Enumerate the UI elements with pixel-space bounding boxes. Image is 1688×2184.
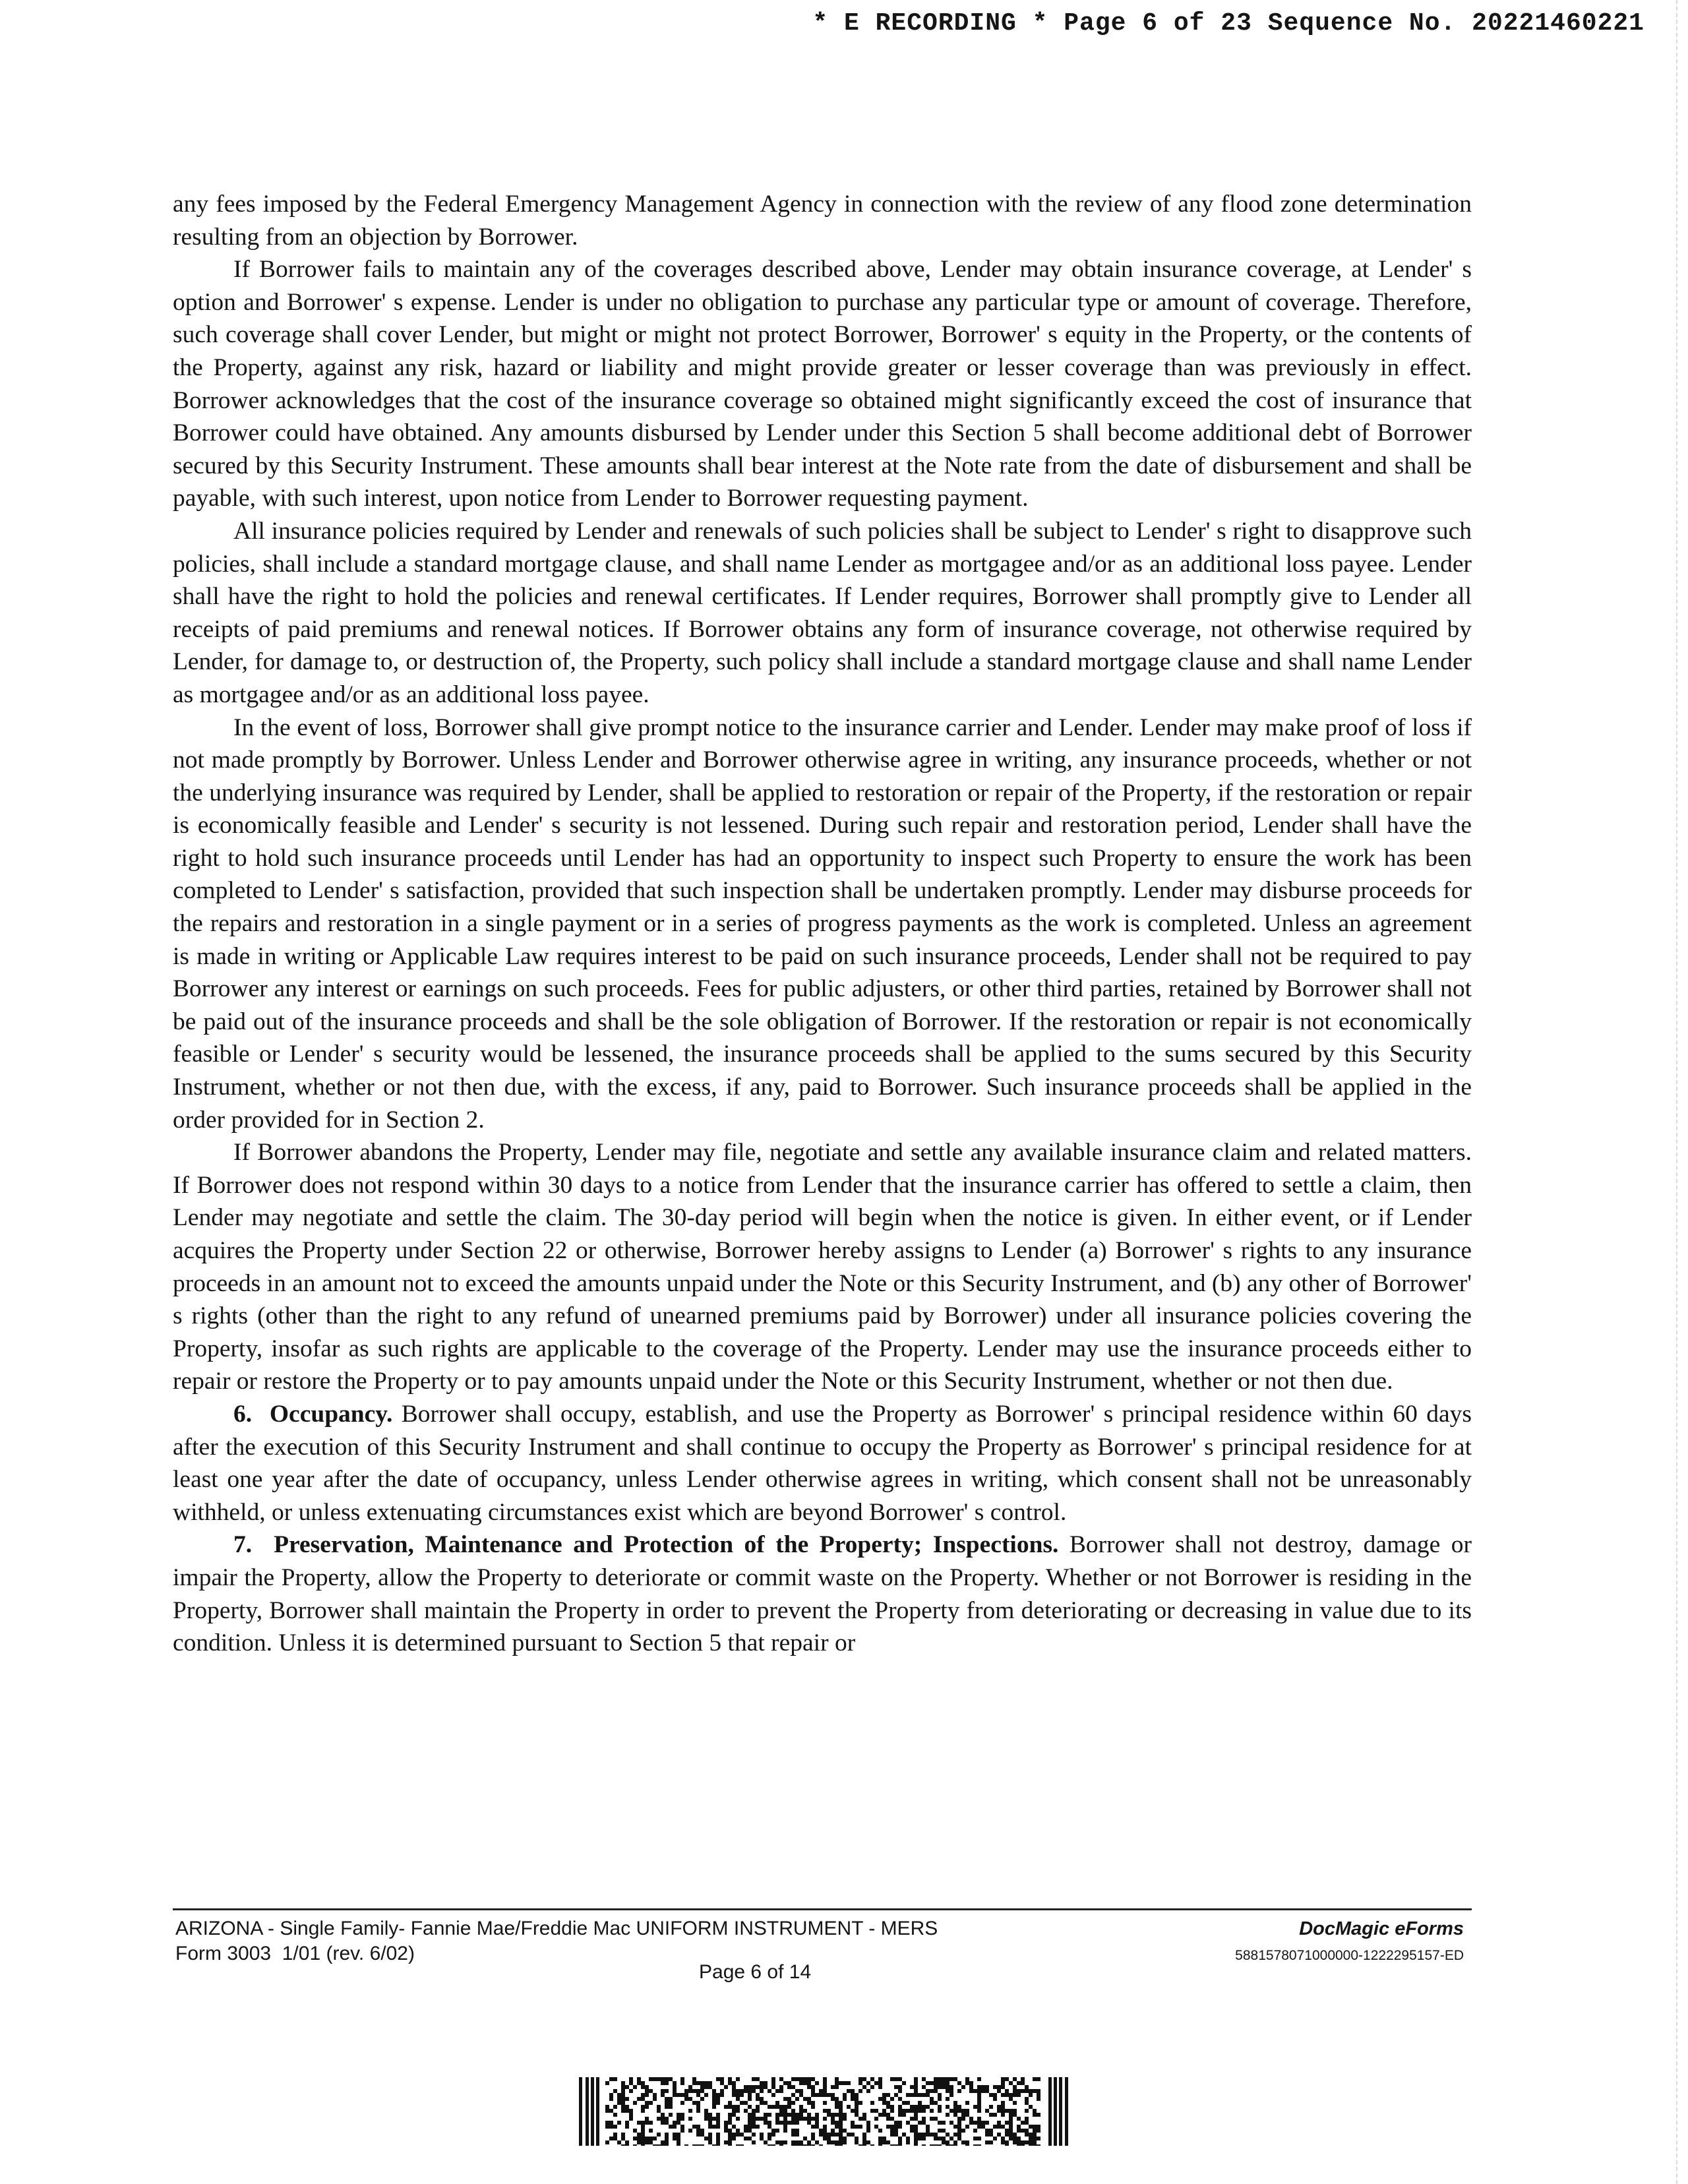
- document-body: [173, 188, 1472, 1660]
- section-6-occupancy: [173, 1398, 1472, 1529]
- section-6-number: 6.: [233, 1400, 253, 1428]
- section-7-text: Borrower shall not destroy, damage or impair the Property, allow the Property to deteriorate or commit waste on the Property. Whether or not Borrower is residing in the Property, Borrower shall maintain the Property in order to prevent the Property from deteriorating or decreasing in value due to its condition. Unless it is determined pursuant to Section 5 that repair or: [173, 1531, 1472, 1657]
- page-edge: [1676, 0, 1688, 2184]
- document-id: 5881578071000000-1222295157-ED: [1235, 1948, 1464, 1963]
- section-7-number: 7.: [233, 1531, 253, 1559]
- recording-header: * E RECORDING * Page 6 of 23 Sequence No. 20221460221: [812, 9, 1644, 38]
- section-7-heading: Preservation, Maintenance and Protection of the Property; Inspections.: [274, 1531, 1059, 1559]
- section-6-text: Borrower shall occupy, establish, and use the Property as Borrower' s principal residence within 60 days after the execution of this Security Instrument and shall continue to occupy the Property as Borrower' s principal residence for at least one year after the date of occupancy, unless Lender otherwise agrees in writing, which consent shall not be unreasonably withheld, or unless extenuating circumstances exist which are beyond Borrower' s control.: [173, 1400, 1472, 1526]
- footer-page-number: Page 6 of 14: [699, 1961, 812, 1983]
- section-7-preservation: [173, 1529, 1472, 1659]
- barcode: [579, 2077, 1070, 2146]
- footer-form-title: ARIZONA - Single Family- Fannie Mae/Freddie Mac UNIFORM INSTRUMENT - MERS: [175, 1918, 938, 1939]
- section-6-heading: Occupancy.: [269, 1400, 393, 1428]
- paragraph-flood-fees: any fees imposed by the Federal Emergency Management Agency in connection with the review of any flood zone determination resulting from an objection by Borrower.: [173, 191, 1472, 251]
- footer-divider: [173, 1908, 1472, 1910]
- paragraph-lender-coverage: If Borrower fails to maintain any of the coverages described above, Lender may obtain insurance coverage, at Lender' s option and Borrower' s expense. Lender is under no obligation to purchase any particular type or amount of coverage. Therefore, such coverage shall cover Lender, but might or might not protect Borrower, Borrower' s equity in the Property, or the contents of the Property, against any risk, hazard or liability and might provide greater or lesser coverage than was previously in effect. Borrower acknowledges that the cost of the insurance coverage so obtained might significantly exceed the cost of insurance that Borrower could have obtained. Any amounts disbursed by Lender under this Section 5 shall become additional debt of Borrower secured by this Security Instrument. These amounts shall bear interest at the Note rate from the date of disbursement and shall be payable, with such interest, upon notice from Lender to Borrower requesting payment.: [173, 256, 1472, 512]
- paragraph-abandonment: If Borrower abandons the Property, Lender may file, negotiate and settle any available insurance claim and related matters. If Borrower does not respond within 30 days to a notice from Lender that the insurance carrier has offered to settle a claim, then Lender may negotiate and settle the claim. The 30-day period will begin when the notice is given. In either event, or if Lender acquires the Property under Section 22 or otherwise, Borrower hereby assigns to Lender (a) Borrower' s rights to any insurance proceeds in an amount not to exceed the amounts unpaid under the Note or this Security Instrument, and (b) any other of Borrower' s rights (other than the right to any refund of unearned premiums paid by Borrower) under all insurance policies covering the Property, insofar as such rights are applicable to the coverage of the Property. Lender may use the insurance proceeds either to repair or restore the Property or to pay amounts unpaid under the Note or this Security Instrument, whether or not then due.: [173, 1139, 1472, 1395]
- footer-brand-block: [1235, 1916, 1464, 1968]
- footer-form-info: [175, 1916, 938, 1966]
- docmagic-logo: DocMagic eForms: [1299, 1918, 1464, 1939]
- footer-form-number: Form 3003 1/01 (rev. 6/02): [175, 1943, 415, 1964]
- barcode-graphic: [579, 2077, 1070, 2146]
- paragraph-insurance-policies: All insurance policies required by Lender and renewals of such policies shall be subject to Lender' s right to disapprove such policies, shall include a standard mortgage clause, and shall name Lender as mortgagee and/or as an additional loss payee. Lender shall have the right to hold the policies and renewal certificates. If Lender requires, Borrower shall promptly give to Lender all receipts of paid premiums and renewal notices. If Borrower obtains any form of insurance coverage, not otherwise required by Lender, for damage to, or destruction of, the Property, such policy shall include a standard mortgage clause and shall name Lender as mortgagee and/or as an additional loss payee.: [173, 517, 1472, 708]
- paragraph-event-of-loss: In the event of loss, Borrower shall give prompt notice to the insurance carrier and Lender. Lender may make proof of loss if not made promptly by Borrower. Unless Lender and Borrower otherwise agree in writing, any insurance proceeds, whether or not the underlying insurance was required by Lender, shall be applied to restoration or repair of the Property, if the restoration or repair is economically feasible and Lender' s security is not lessened. During such repair and restoration period, Lender shall have the right to hold such insurance proceeds until Lender has had an opportunity to inspect such Property to ensure the work has been completed to Lender' s satisfaction, provided that such inspection shall be undertaken promptly. Lender may disburse proceeds for the repairs and restoration in a single payment or in a series of progress payments as the work is completed. Unless an agreement is made in writing or Applicable Law requires interest to be paid on such insurance proceeds, Lender shall not be required to pay Borrower any interest or earnings on such proceeds. Fees for public adjusters, or other third parties, retained by Borrower shall not be paid out of the insurance proceeds and shall be the sole obligation of Borrower. If the restoration or repair is not economically feasible or Lender' s security would be lessened, the insurance proceeds shall be applied to the sums secured by this Security Instrument, whether or not then due, with the excess, if any, paid to Borrower. Such insurance proceeds shall be applied in the order provided for in Section 2.: [173, 713, 1472, 1134]
